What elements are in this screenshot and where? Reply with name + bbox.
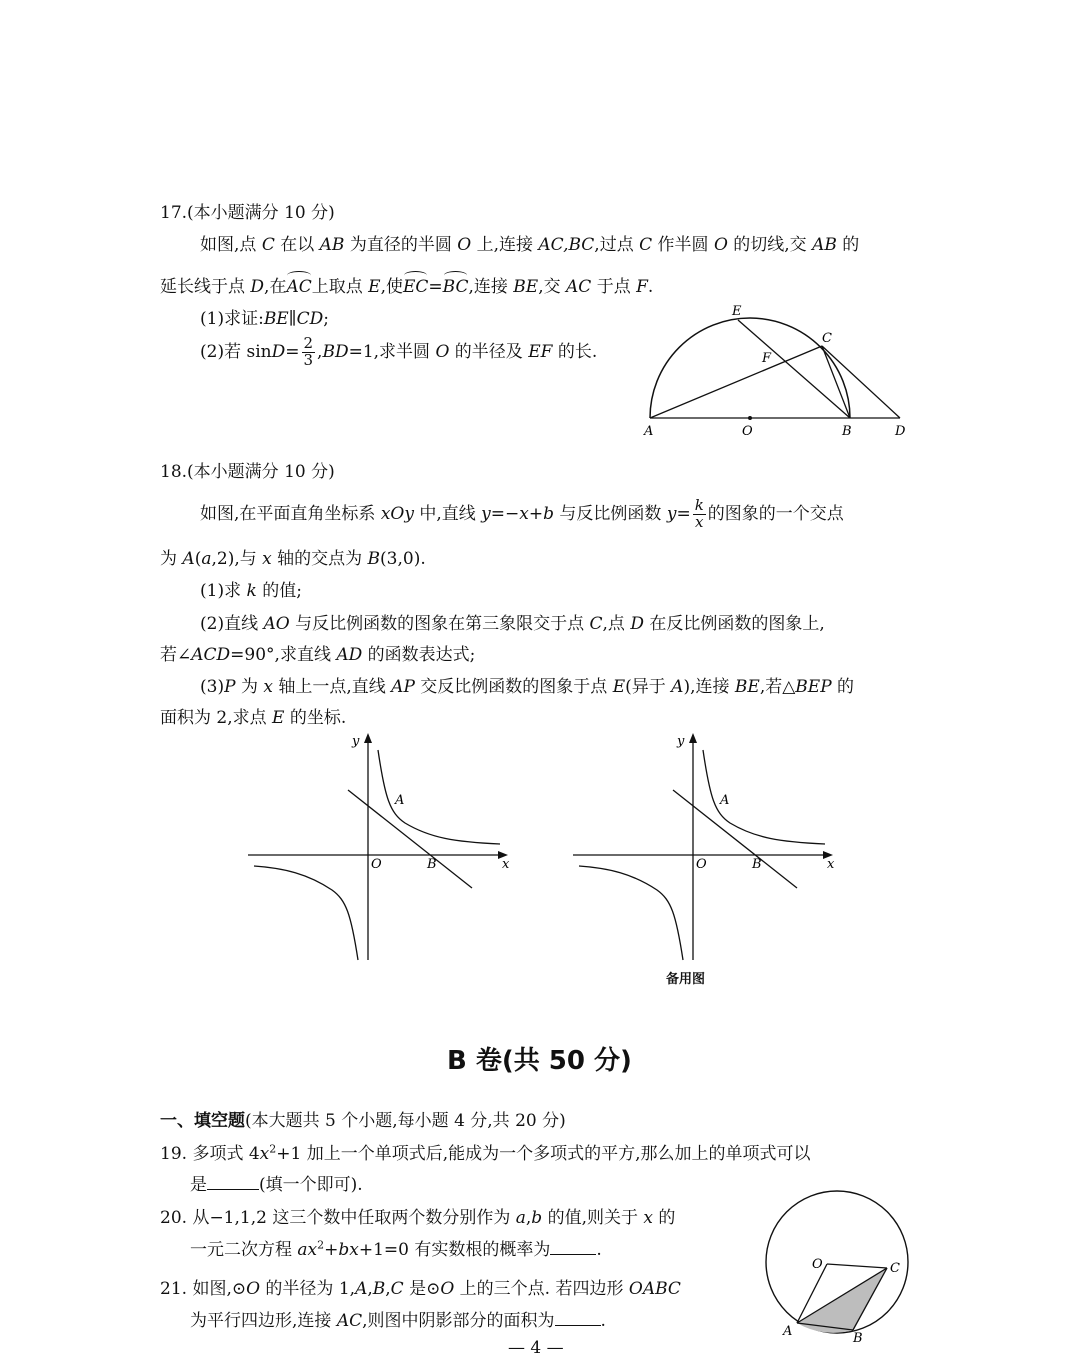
q18-line2: 为 A(a,2),与 x 轴的交点为 B(3,0).: [160, 549, 426, 569]
hyperbola-q3: [254, 866, 358, 960]
q18-part1: (1)求 k 的值;: [200, 581, 302, 601]
q17-line2: 延长线于点 D,在AC上取点 E,使EC=BC,连接 BE,交 AC 于点 F.: [160, 277, 654, 297]
label-o: O: [696, 857, 707, 872]
section-header: 一、填空题(本大题共 5 个小题,每小题 4 分,共 20 分): [160, 1111, 566, 1131]
q17-header: 17.(本小题满分 10 分): [160, 203, 335, 223]
label-o: O: [742, 424, 753, 439]
q18-part2-cont: 若∠ACD=90°,求直线 AD 的函数表达式;: [160, 645, 476, 665]
label-o: O: [812, 1257, 823, 1272]
label-c: C: [890, 1261, 900, 1276]
label-e: E: [732, 304, 742, 319]
hyperbola-q3: [579, 866, 683, 960]
q17-figure: [630, 295, 920, 445]
line-ab: [348, 790, 472, 888]
tangent-cd: [822, 346, 900, 418]
q18-spare-figure: [565, 728, 845, 968]
y-axis-arrow: [364, 733, 372, 743]
q18-line1: 如图,在平面直角坐标系 xOy 中,直线 y=−x+b 与反比例函数 y= $\frac{k}{x}$ 的图象的一个交点: [200, 496, 844, 531]
q18-part3: (3)P 为 x 轴上一点,直线 AP 交反比例函数的图象于点 E(异于 A),连接 BE,若△BEP 的: [200, 677, 855, 697]
q21-figure: [755, 1180, 920, 1345]
label-b: B: [427, 857, 437, 872]
spare-caption: 备用图: [666, 972, 706, 987]
q17-part1: (1)求证:BE∥CD;: [200, 309, 329, 329]
part-b-title: B 卷(共 50 分): [447, 1046, 632, 1076]
q18-figure: [240, 728, 520, 968]
line-ab: [673, 790, 797, 888]
answer-blank[interactable]: [550, 1253, 596, 1255]
semicircle-arc: [650, 318, 850, 418]
label-f: F: [762, 351, 772, 366]
answer-blank[interactable]: [207, 1188, 259, 1190]
label-a: A: [783, 1324, 793, 1339]
q20-line1: 20. 从−1,1,2 这三个数中任取两个数分别作为 a,b 的值,则关于 x 的: [160, 1208, 676, 1228]
q21-line2: 为平行四边形,连接 AC,则图中阴影部分的面积为 .: [190, 1311, 606, 1331]
q20-line2: 一元二次方程 $ax^2+bx+1=0$ 有实数根的概率为 .: [190, 1238, 602, 1260]
label-x: x: [502, 857, 510, 872]
label-c: C: [822, 331, 832, 346]
label-a: A: [644, 424, 654, 439]
label-y: y: [677, 734, 685, 749]
label-x: x: [827, 857, 835, 872]
line-be: [738, 320, 850, 418]
line-ac: [650, 346, 822, 418]
q17-part2: (2)若 sinD= $\frac{2}{3}$ ,BD=1,求半圆 O 的半径及 EF 的长.: [200, 334, 598, 369]
label-b: B: [842, 424, 852, 439]
label-b: B: [853, 1331, 863, 1345]
q18-header: 18.(本小题满分 10 分): [160, 462, 335, 482]
label-y: y: [352, 734, 360, 749]
y-axis-arrow: [689, 733, 697, 743]
answer-blank[interactable]: [555, 1324, 601, 1326]
label-d: D: [895, 424, 906, 439]
q17-line1: 如图,点 C 在以 AB 为直径的半圆 O 上,连接 AC,BC,过点 C 作半圆 O 的切线,交 AB 的: [200, 235, 860, 255]
label-a: A: [720, 793, 730, 808]
q19-line1: 19. 多项式 $4x^2+1$ 加上一个单项式后,能成为一个多项式的平方,那么加上的单项式可以: [160, 1142, 811, 1164]
side-oc: [827, 1264, 887, 1268]
line-bc: [822, 346, 850, 418]
q19-line2: 是 (填一个即可).: [190, 1175, 363, 1195]
label-o: O: [371, 857, 382, 872]
center-dot: [748, 416, 752, 420]
q18-part3-cont: 面积为 2,求点 E 的坐标.: [160, 708, 347, 728]
q18-part2: (2)直线 AO 与反比例函数的图象在第三象限交于点 C,点 D 在反比例函数的图象上,: [200, 614, 825, 634]
label-b: B: [752, 857, 762, 872]
q21-line1: 21. 如图,⊙O 的半径为 1,A,B,C 是⊙O 上的三个点. 若四边形 OABC: [160, 1279, 681, 1299]
label-a: A: [395, 793, 405, 808]
page-number: — 4 —: [508, 1338, 564, 1358]
